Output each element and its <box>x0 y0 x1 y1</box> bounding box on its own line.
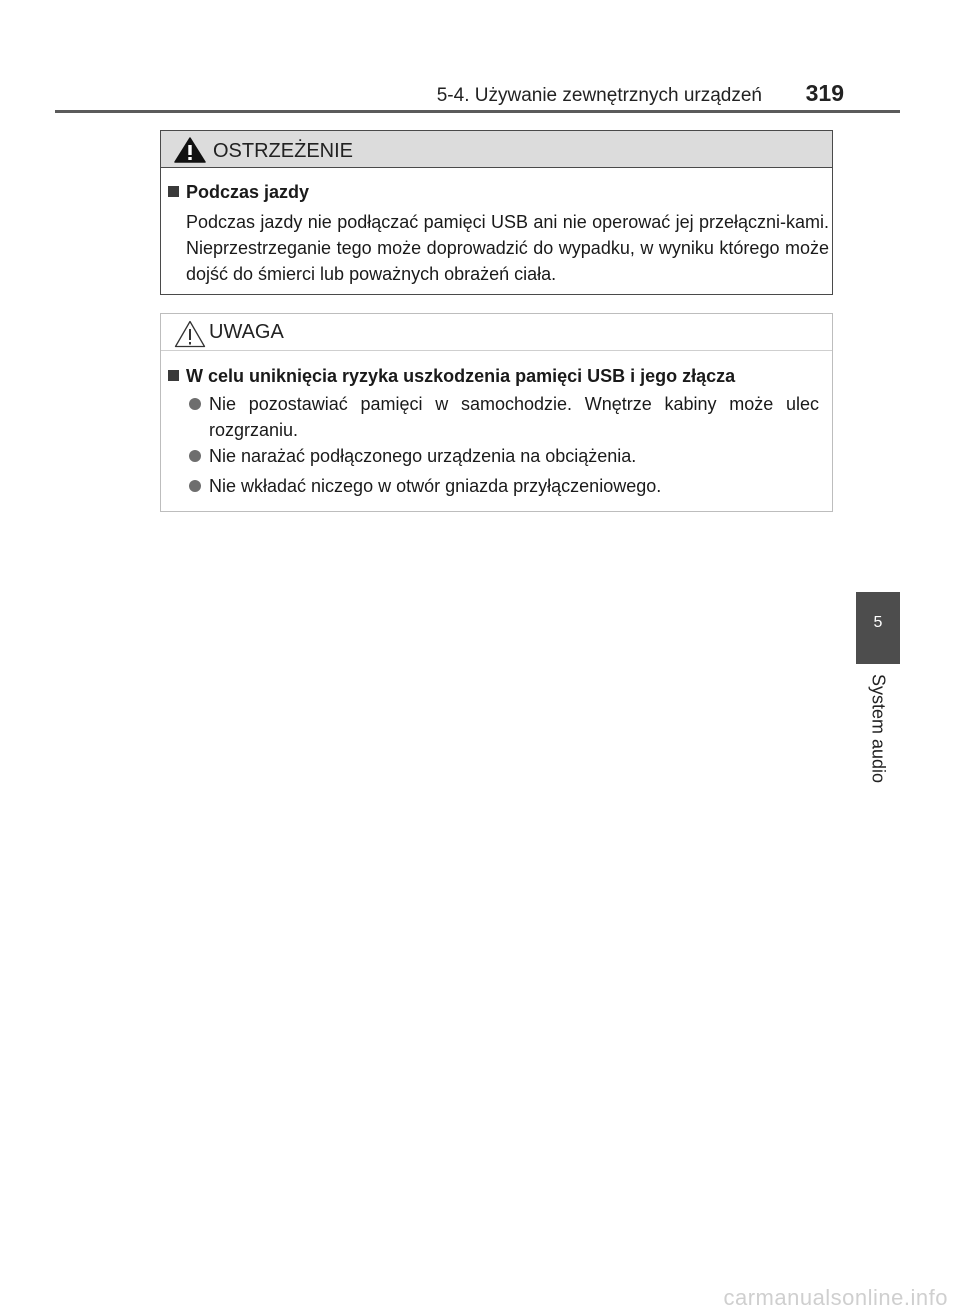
page-number: 319 <box>805 80 844 106</box>
notice-bullet-item: Nie pozostawiać pamięci w samochodzie. Wnętrze kabiny może ulec rozgrzaniu. <box>189 391 819 443</box>
round-bullet-icon <box>189 450 201 462</box>
warning-box <box>160 130 833 295</box>
chapter-label: System audio <box>868 674 889 784</box>
square-bullet-icon <box>168 186 179 197</box>
header-rule <box>55 110 900 113</box>
notice-subheading: W celu uniknięcia ryzyka uszkodzenia pamięci USB i jego złącza <box>168 366 735 387</box>
notice-box-header <box>161 314 832 351</box>
caution-triangle-icon <box>174 320 206 348</box>
notice-box <box>160 313 833 512</box>
chapter-tab <box>856 592 900 664</box>
section-title: 5-4. Używanie zewnętrznych urządzeń <box>436 85 762 106</box>
warning-triangle-icon <box>174 137 206 163</box>
round-bullet-icon <box>189 480 201 492</box>
warning-box-header <box>161 131 832 168</box>
notice-bullet-item: Nie narażać podłączonego urządzenia na obciążenia. <box>189 443 819 469</box>
round-bullet-icon <box>189 398 201 410</box>
chapter-number: 5 <box>873 614 883 631</box>
warning-text: Podczas jazdy nie podłączać pamięci USB ani nie operować jej przełączni-kami. Nieprzestrzeganie tego może doprowadzić do wypadku, w wyniku którego może dojść do śmierci lub poważnych obrażeń ciała. <box>186 212 829 284</box>
notice-title: UWAGA <box>209 321 284 343</box>
notice-bullet-item: Nie wkładać niczego w otwór gniazda przyłączeniowego. <box>189 473 819 499</box>
warning-subheading: Podczas jazdy <box>168 182 309 203</box>
watermark: carmanualsonline.info <box>723 1285 948 1310</box>
square-bullet-icon <box>168 370 179 381</box>
warning-title: OSTRZEŻENIE <box>213 140 354 162</box>
